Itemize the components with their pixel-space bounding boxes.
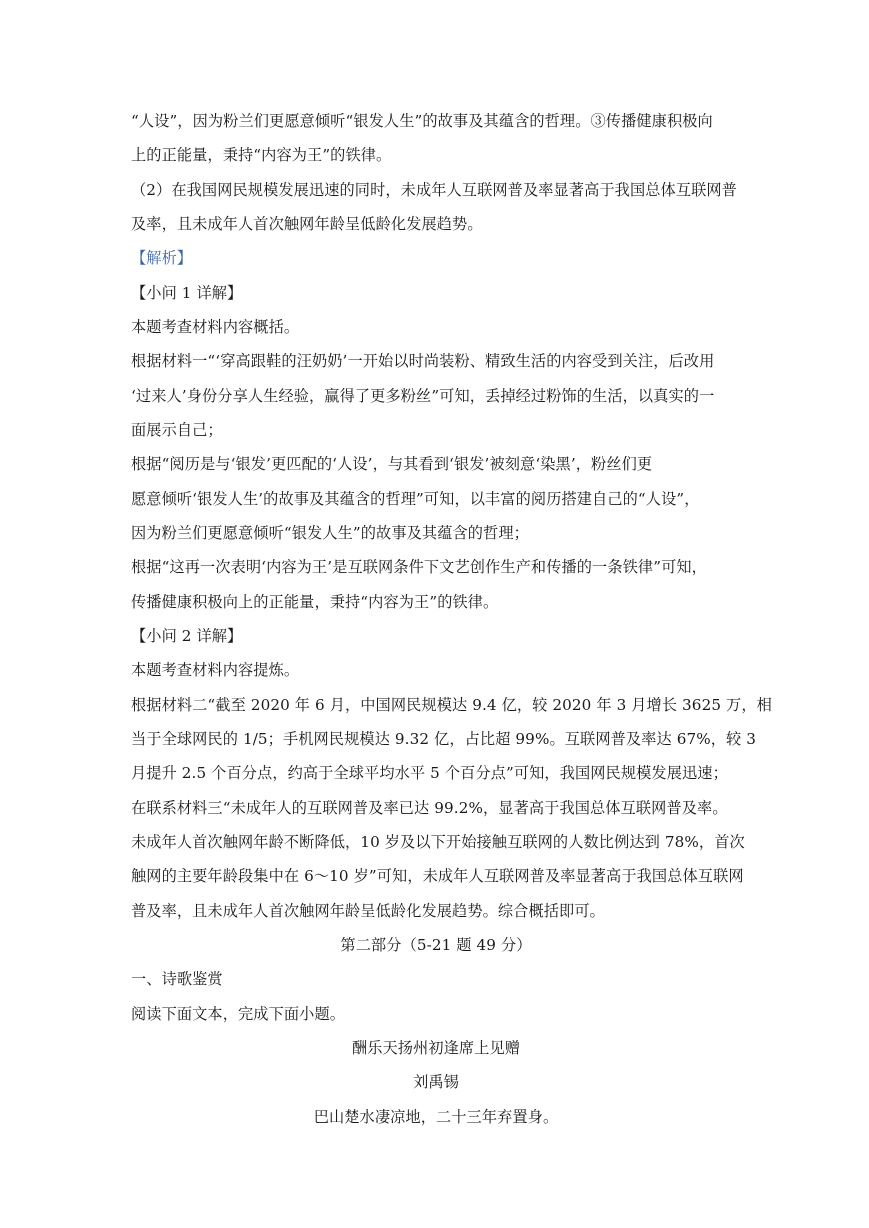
text-line: 普及率，且未成年人首次触网年龄呈低龄化发展趋势。综合概括即可。 — [131, 902, 605, 920]
text-line: 上的正能量，秉持“内容为王”的铁律。 — [131, 146, 392, 164]
text-line: 根据“阅历是与‘银发’更匹配的‘人设’，与其看到‘银发’被刻意‘染黑’，粉丝们更 — [131, 455, 653, 473]
text-line: 本题考查材料内容概括。 — [131, 318, 300, 336]
instruction-text: 阅读下面文本，完成下面小题。 — [131, 1005, 346, 1023]
poem-title: 酬乐天扬州初逢席上见赠 — [351, 1039, 521, 1057]
text-line: “人设”，因为粉兰们更愿意倾听“银发人生”的故事及其蕴含的哲理。③传播健康积极向 — [131, 112, 713, 130]
sub-question-heading: 【小问 2 详解】 — [131, 627, 243, 645]
analysis-label: 【解析】 — [131, 249, 193, 267]
text-line: 根据“这再一次表明‘内容为王’是互联网条件下文艺创作生产和传播的一条铁律”可知， — [131, 558, 707, 576]
text-line: 面展示自己； — [131, 421, 223, 439]
text-line: 触网的主要年龄段集中在 6～10 岁”可知，未成年人互联网普及率显著高于我国总体互联网 — [131, 867, 744, 885]
text-line: 未成年人首次触网年龄不断降低，10 岁及以下开始接触互联网的人数比例达到 78%，首次 — [131, 833, 745, 851]
poem-author: 刘禹锡 — [413, 1073, 459, 1091]
text-line: 及率，且未成年人首次触网年龄呈低龄化发展趋势。 — [131, 215, 483, 233]
text-line: 传播健康积极向上的正能量，秉持“内容为王”的铁律。 — [131, 593, 499, 611]
text-line: 本题考查材料内容提炼。 — [131, 661, 300, 679]
sub-question-heading: 【小问 1 详解】 — [131, 284, 243, 302]
text-line: 在联系材料三“未成年人的互联网普及率已达 99.2%，显著高于我国总体互联网普及率。 — [131, 799, 728, 817]
text-line: 根据材料一“‘穿高跟鞋的汪奶奶’一开始以时尚装粉、精致生活的内容受到关注，后改用 — [131, 352, 715, 370]
text-line: 因为粉兰们更愿意倾听“银发人生”的故事及其蕴含的哲理； — [131, 524, 529, 542]
text-line: ‘过来人’身份分享人生经验，赢得了更多粉丝”可知，丢掉经过粉饰的生活，以真实的一 — [131, 387, 715, 405]
section-heading: 第二部分（5-21 题 49 分） — [340, 936, 532, 954]
text-line: 愿意倾听‘银发人生’的故事及其蕴含的哲理”可知，以丰富的阅历搭建自己的“人设”， — [131, 490, 700, 508]
text-line: 月提升 2.5 个百分点，约高于全球平均水平 5 个百分点”可知，我国网民规模发展迅速； — [131, 764, 728, 782]
section-subheading: 一、诗歌鉴赏 — [131, 970, 223, 988]
text-line: 根据材料二“截至 2020 年 6 月，中国网民规模达 9.4 亿，较 2020 年 3 月增长 3625 万，相 — [131, 696, 772, 714]
text-line: 当于全球网民的 1/5；手机网民规模达 9.32 亿，占比超 99%。互联网普及率达 67%，较 3 — [131, 730, 757, 748]
text-line: （2）在我国网民规模发展迅速的同时，未成年人互联网普及率显著高于我国总体互联网普 — [131, 181, 737, 199]
poem-line: 巴山楚水凄凉地，二十三年弃置身。 — [313, 1108, 559, 1126]
